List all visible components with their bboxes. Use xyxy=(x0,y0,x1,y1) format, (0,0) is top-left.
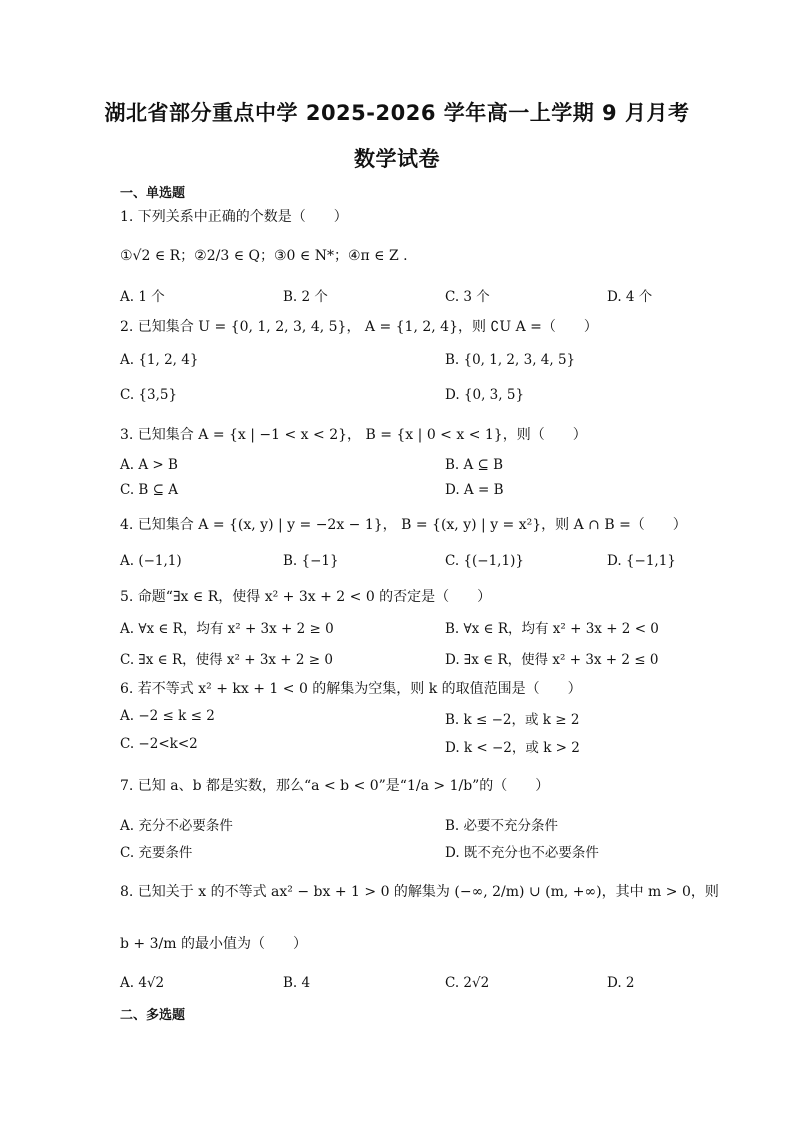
question-1-stem: 1. 下列关系中正确的个数是（ ） xyxy=(120,209,348,225)
question-8-stem: 8. 已知关于 x 的不等式 ax² − bx + 1 > 0 的解集为 (−∞, 2/m) ∪ (m, +∞)，其中 m > 0，则 xyxy=(120,884,719,900)
question-4-option-b: B. {−1} xyxy=(283,553,339,569)
question-7-option-c: C. 充要条件 xyxy=(120,845,193,861)
question-8-option-b: B. 4 xyxy=(283,975,311,991)
question-8-option-c: C. 2√2 xyxy=(445,975,490,991)
question-3-option-d: D. A = B xyxy=(445,482,504,498)
question-6-option-c: C. −2<k<2 xyxy=(120,736,198,752)
question-5-option-b: B. ∀x ∈ R，均有 x² + 3x + 2 < 0 xyxy=(445,621,659,637)
question-5-stem: 5. 命题“∃x ∈ R，使得 x² + 3x + 2 < 0 的否定是（ ） xyxy=(120,589,492,605)
question-5-option-c: C. ∃x ∈ R，使得 x² + 3x + 2 ≥ 0 xyxy=(120,652,333,668)
question-1-option-a: A. 1 个 xyxy=(120,289,165,305)
question-6-stem: 6. 若不等式 x² + kx + 1 < 0 的解集为空集，则 k 的取值范围是（ ） xyxy=(120,681,582,697)
section-heading-single-choice: 一、单选题 xyxy=(120,186,186,201)
question-4-option-a: A. (−1,1) xyxy=(120,553,182,569)
question-5-option-d: D. ∃x ∈ R，使得 x² + 3x + 2 ≤ 0 xyxy=(445,652,659,668)
question-2-option-c: C. {3,5} xyxy=(120,387,178,403)
question-7-option-d: D. 既不充分也不必要条件 xyxy=(445,845,599,861)
page-subtitle: 数学试卷 xyxy=(354,147,440,171)
question-1-option-d: D. 4 个 xyxy=(607,289,653,305)
question-8-stem-continued: b + 3/m 的最小值为（ ） xyxy=(120,936,307,952)
question-3-option-b: B. A ⊆ B xyxy=(445,457,504,473)
question-5-option-a: A. ∀x ∈ R，均有 x² + 3x + 2 ≥ 0 xyxy=(120,621,334,637)
question-6-option-a: A. −2 ≤ k ≤ 2 xyxy=(120,708,215,724)
question-4-stem: 4. 已知集合 A = {(x, y) | y = −2x − 1}， B = {(x, y) | y = x²}，则 A ∩ B =（ ） xyxy=(120,517,687,533)
question-2-option-a: A. {1, 2, 4} xyxy=(120,352,199,368)
question-1-option-b: B. 2 个 xyxy=(283,289,328,305)
question-7-stem: 7. 已知 a、b 都是实数，那么“a < b < 0”是“1/a > 1/b”的（ ） xyxy=(120,778,550,794)
question-6-option-d: D. k < −2，或 k > 2 xyxy=(445,740,580,756)
question-8-option-a: A. 4√2 xyxy=(120,975,165,991)
question-4-option-c: C. {(−1,1)} xyxy=(445,553,524,569)
question-2-option-d: D. {0, 3, 5} xyxy=(445,387,525,403)
question-2-stem: 2. 已知集合 U = {0, 1, 2, 3, 4, 5}， A = {1, 2, 4}，则 ∁U A =（ ） xyxy=(120,319,598,335)
question-2-option-b: B. {0, 1, 2, 3, 4, 5} xyxy=(445,352,576,368)
question-3-stem: 3. 已知集合 A = {x | −1 < x < 2}， B = {x | 0 < x < 1}，则（ ） xyxy=(120,427,587,443)
question-7-option-b: B. 必要不充分条件 xyxy=(445,818,559,834)
question-8-option-d: D. 2 xyxy=(607,975,635,991)
question-1-option-c: C. 3 个 xyxy=(445,289,490,305)
question-3-option-a: A. A > B xyxy=(120,457,178,473)
question-4-option-d: D. {−1,1} xyxy=(607,553,676,569)
page-title: 湖北省部分重点中学 2025-2026 学年高一上学期 9 月月考 xyxy=(104,101,690,125)
question-3-option-c: C. B ⊆ A xyxy=(120,482,178,498)
question-6-option-b: B. k ≤ −2，或 k ≥ 2 xyxy=(445,712,580,728)
question-1-statements: ①√2 ∈ R；②2/3 ∈ Q；③0 ∈ N*；④π ∈ Z . xyxy=(120,248,408,264)
section-heading-multiple-choice: 二、多选题 xyxy=(120,1008,186,1023)
question-7-option-a: A. 充分不必要条件 xyxy=(120,818,233,834)
